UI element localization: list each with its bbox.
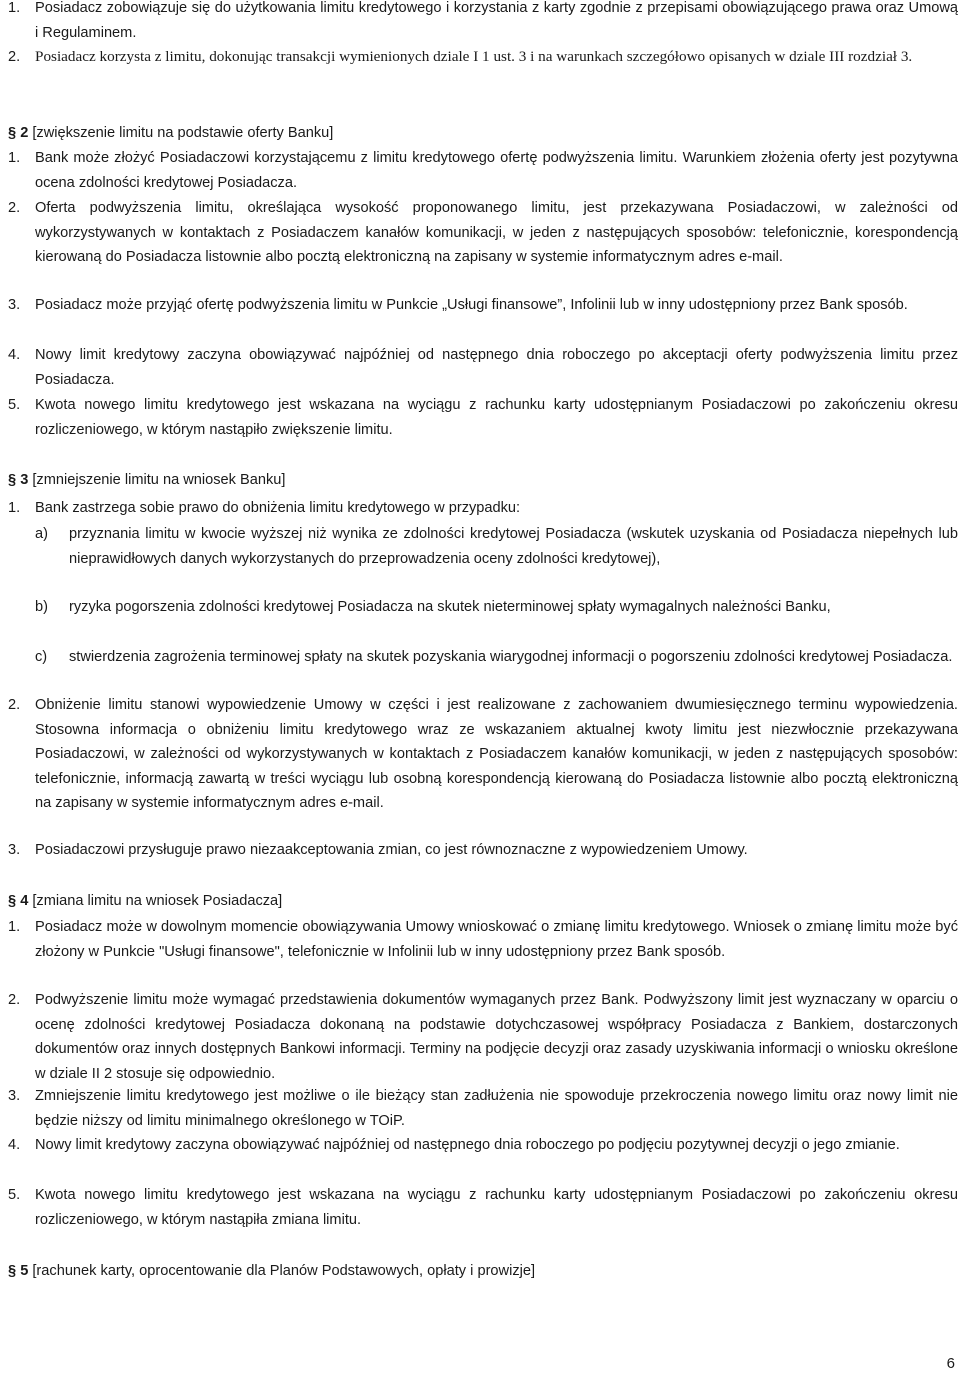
section-number: 5 — [20, 1263, 29, 1279]
section-title: [zwiększenie limitu na podstawie oferty Banku] — [32, 125, 334, 141]
list-item — [8, 838, 958, 863]
section-number: 2 — [20, 125, 29, 141]
item-number: 1. — [8, 919, 21, 935]
section-number: 3 — [20, 472, 29, 488]
list-item — [8, 196, 958, 270]
item-number: 1. — [8, 500, 21, 516]
section-heading-3 — [8, 468, 958, 493]
section-heading-5 — [8, 1259, 958, 1284]
item-number: 1. — [8, 150, 21, 166]
item-text: Zmniejszenie limitu kredytowego jest możliwe o ile bieżący stan zadłużenia nie spowoduje przekroczenia nowego limitu oraz nowy limit nie będzie niższy od limitu minimalnego określonego w TOiP. — [35, 1088, 958, 1129]
item-number: 4. — [8, 1137, 21, 1153]
item-text: Podwyższenie limitu może wymagać przedstawienia dokumentów wymaganych przez Bank. Podwyższony limit jest wyznaczany w oparciu o ocenę zdolności kredytowej Posiadacza dokonaną na podstawie dotychczasowej współpracy Posiadacza z Bankiem, dostarczonych dokumentów oraz innych dostępnych Bankowi informacji. Terminy na podjęcie decyzji oraz zasady uzyskiwania informacji o wniosku określone w dziale II 2 stosuje się odpowiednio. — [35, 992, 958, 1082]
section-title: [zmiana limitu na wniosek Posiadacza] — [32, 893, 283, 909]
list-item — [8, 693, 958, 816]
list-item — [8, 293, 958, 318]
item-number: 2. — [8, 49, 21, 65]
sub-list-item — [35, 522, 958, 571]
item-text: Bank zastrzega sobie prawo do obniżenia limitu kredytowego w przypadku: — [35, 500, 521, 516]
list-item — [8, 915, 958, 964]
sub-item-text: stwierdzenia zagrożenia terminowej spłaty na skutek pozyskania wiarygodnej informacji o pogorszeniu zdolności kredytowej Posiadacza. — [69, 649, 953, 665]
list-item — [8, 1084, 958, 1133]
sub-item-letter: a) — [35, 526, 48, 542]
section-symbol: § — [8, 125, 17, 141]
item-text: Obniżenie limitu stanowi wypowiedzenie Umowy w części i jest realizowane z zachowaniem dwumiesięcznego terminu wypowiedzenia. Stosowna informacja o obniżeniu limitu kredytowego wraz ze wskazaniem aktualnej kwoty limitu jest niezwłocznie przekazywana Posiadaczowi, w zależności od wykorzystywanych w kontaktach z Posiadaczem kanałów komunikacji, w jeden z następujących sposobów: telefonicznie, informacją zawartą w treści wyciągu lub osobną korespondencją kierowaną do Posiadacza listownie albo pocztą elektroniczną na zapisany w systemie informatycznym adres e-mail. — [35, 697, 958, 812]
section-title: [rachunek karty, oprocentowanie dla Planów Podstawowych, opłaty i prowizje] — [32, 1263, 536, 1279]
item-number: 2. — [8, 200, 21, 216]
item-text: Oferta podwyższenia limitu, określająca wysokość proponowanego limitu, jest przekazywana Posiadaczowi, w zależności od wykorzystywanych w kontaktach z Posiadaczem kanałów komunikacji, w jeden z następujących sposobów: telefonicznie, korespondencją kierowaną do Posiadacza listownie albo pocztą elektroniczną na zapisany w systemie informatycznym adres e-mail. — [35, 200, 958, 266]
item-text: Posiadacz może przyjąć ofertę podwyższenia limitu w Punkcie „Usługi finansowe”, Infolinii lub w inny udostępniony przez Bank sposób. — [35, 297, 908, 313]
sub-item-text: ryzyka pogorszenia zdolności kredytowej Posiadacza na skutek nieterminowej spłaty wymagalnych należności Banku, — [69, 599, 831, 615]
item-number: 5. — [8, 397, 21, 413]
sub-item-text: przyznania limitu w kwocie wyższej niż wynika ze zdolności kredytowej Posiadacza (wskutek uzyskania od Posiadacza niepełnych lub nieprawidłowych danych wykorzystanych do przeprowadzenia oceny zdolności kredytowej), — [69, 526, 958, 567]
item-text: Bank może złożyć Posiadaczowi korzystającemu z limitu kredytowego ofertę podwyższenia limitu. Warunkiem złożenia oferty jest pozytywna ocena zdolności kredytowej Posiadacza. — [35, 150, 958, 191]
sub-item-letter: c) — [35, 649, 48, 665]
section-symbol: § — [8, 472, 17, 488]
list-item — [8, 146, 958, 195]
list-item — [8, 343, 958, 392]
list-item — [8, 1183, 958, 1232]
section-number: 4 — [20, 893, 29, 909]
list-item — [8, 393, 958, 442]
item-text: Nowy limit kredytowy zaczyna obowiązywać najpóźniej od następnego dnia roboczego po podjęciu pozytywnej decyzji o jego zmianie. — [35, 1137, 900, 1153]
section-title: [zmniejszenie limitu na wniosek Banku] — [32, 472, 286, 488]
item-text: Posiadacz zobowiązuje się do użytkowania limitu kredytowego i korzystania z karty zgodnie z przepisami obowiązującego prawa oraz Umową i Regulaminem. — [35, 0, 958, 41]
list-item — [8, 988, 958, 1086]
item-number: 1. — [8, 0, 21, 16]
item-text: Posiadacz korzysta z limitu, dokonując transakcji wymienionych dziale I 1 ust. 3 i na warunkach szczegółowo opisanych w dziale III rozdział 3. — [35, 48, 913, 65]
section-heading-4 — [8, 889, 958, 914]
item-text: Nowy limit kredytowy zaczyna obowiązywać najpóźniej od następnego dnia roboczego po akceptacji oferty podwyższenia limitu przez Posiadacza. — [35, 347, 958, 388]
item-number: 2. — [8, 992, 21, 1008]
item-number: 3. — [8, 1088, 21, 1104]
item-number: 2. — [8, 697, 21, 713]
item-text: Kwota nowego limitu kredytowego jest wskazana na wyciągu z rachunku karty udostępnianym Posiadaczowi po zakończeniu okresu rozliczeniowego, w którym nastąpiło zwiększenie limitu. — [35, 397, 958, 438]
item-number: 3. — [8, 842, 21, 858]
item-text: Kwota nowego limitu kredytowego jest wskazana na wyciągu z rachunku karty udostępnianym Posiadaczowi po zakończeniu okresu rozliczeniowego, w którym nastąpiła zmiana limitu. — [35, 1187, 958, 1228]
item-number: 3. — [8, 297, 21, 313]
item-number: 5. — [8, 1187, 21, 1203]
sub-list-item — [35, 595, 958, 620]
item-number: 4. — [8, 347, 21, 363]
section-symbol: § — [8, 893, 17, 909]
section-heading-2 — [8, 121, 958, 146]
list-item — [8, 45, 958, 70]
list-item — [8, 0, 958, 45]
section-symbol: § — [8, 1263, 17, 1279]
item-text: Posiadaczowi przysługuje prawo niezaakceptowania zmian, co jest równoznaczne z wypowiedzeniem Umowy. — [35, 842, 748, 858]
list-item — [8, 1133, 958, 1158]
page-number: 6 — [946, 1355, 955, 1372]
item-text: Posiadacz może w dowolnym momencie obowiązywania Umowy wnioskować o zmianę limitu kredytowego. Wniosek o zmianę limitu może być złożony w Punkcie "Usługi finansowe", telefonicznie w Infolinii lub w inny udostępniony przez Bank sposób. — [35, 919, 958, 960]
sub-list-item — [35, 645, 958, 670]
list-item — [8, 496, 958, 521]
sub-item-letter: b) — [35, 599, 48, 615]
